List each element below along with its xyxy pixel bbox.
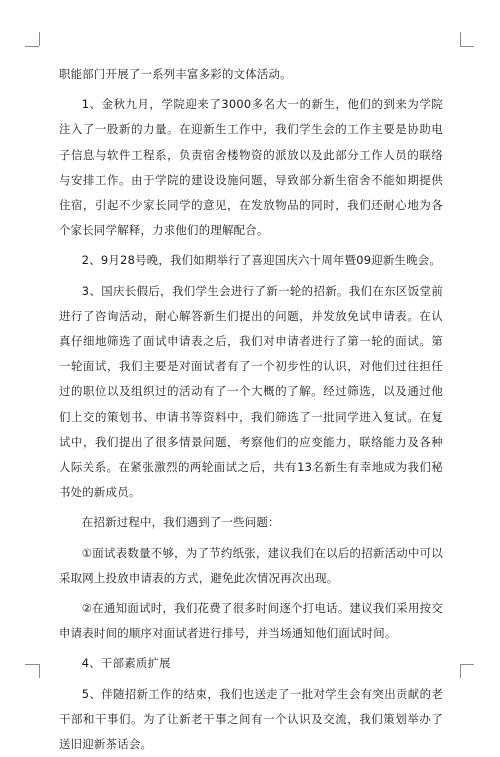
paragraph-problem-1: ①面试表数量不够，为了节约纸张，建议我们在以后的招新活动中可以采取网上投放申请表的方式，避免此次情况再次出现。 xyxy=(59,545,443,585)
paragraph-continuation: 职能部门开展了一系列丰富多彩的文体活动。 xyxy=(59,67,292,81)
document-body xyxy=(59,62,443,757)
paragraph-problems-intro: 在招新过程中，我们遇到了一些问题： xyxy=(81,515,280,530)
paragraph-item-5-farewell: 5、伴随招新工作的结束，我们也送走了一批对学生会有突出贡献的老干部和干事们。为了让新老干事之间有一个认识及交流，我们策划举办了送旧迎新茶话会。 xyxy=(59,686,443,752)
paragraph-item-3-recruitment: 3、国庆长假后，我们学生会进行了新一轮的招新。我们在东区饭堂前进行了咨询活动，耐心解答新生们提出的问题，并发放免试申请表。在认真仔细地筛选了面试申请表之后，我们对申请者进行了第一轮的面试。第一轮面试，我们主要是对面试者有了一个初步性的认识，对他们过往担任过的职位以及组织过的活动有了一个大概的了解。经过筛选，以及通过他们上交的策划书、申请书等资料中，我们筛选了一批同学进入复试。在复试中，我们提出了很多情景问题，考察他们的应变能力，联络能力及各种人际关系。在紧张激烈的两轮面试之后，共有13名新生有幸地成为我们秘书处的新成员。 xyxy=(59,283,443,500)
paragraph-item-4-heading: 4、干部素质扩展 xyxy=(81,656,171,671)
paragraph-item-2-gala: 2、9月28号晚，我们如期举行了喜迎国庆六十周年暨09迎新生晚会。 xyxy=(81,253,442,268)
paragraph-item-1-freshmen: 1、金秋九月，学院迎来了3000多名大一的新生，他们的到来为学院注入了一股新的力量。在迎新生工作中，我们学生会的工作主要是协助电子信息与软件工程系，负责宿舍楼物资的派放以及此部分工作人员的联络与安排工作。由于学院的建设设施问题，导致部分新生宿舍不能如期提供住宿，引起不少家长同学的意见，在发放物品的同时，我们还耐心地为各个家长同学解释，力求他们的理解配合。 xyxy=(59,97,443,238)
paragraph-problem-2: ②在通知面试时，我们花费了很多时间逐个打电话。建议我们采用按交申请表时间的顺序对面试者进行排号，并当场通知他们面试时间。 xyxy=(59,601,443,641)
